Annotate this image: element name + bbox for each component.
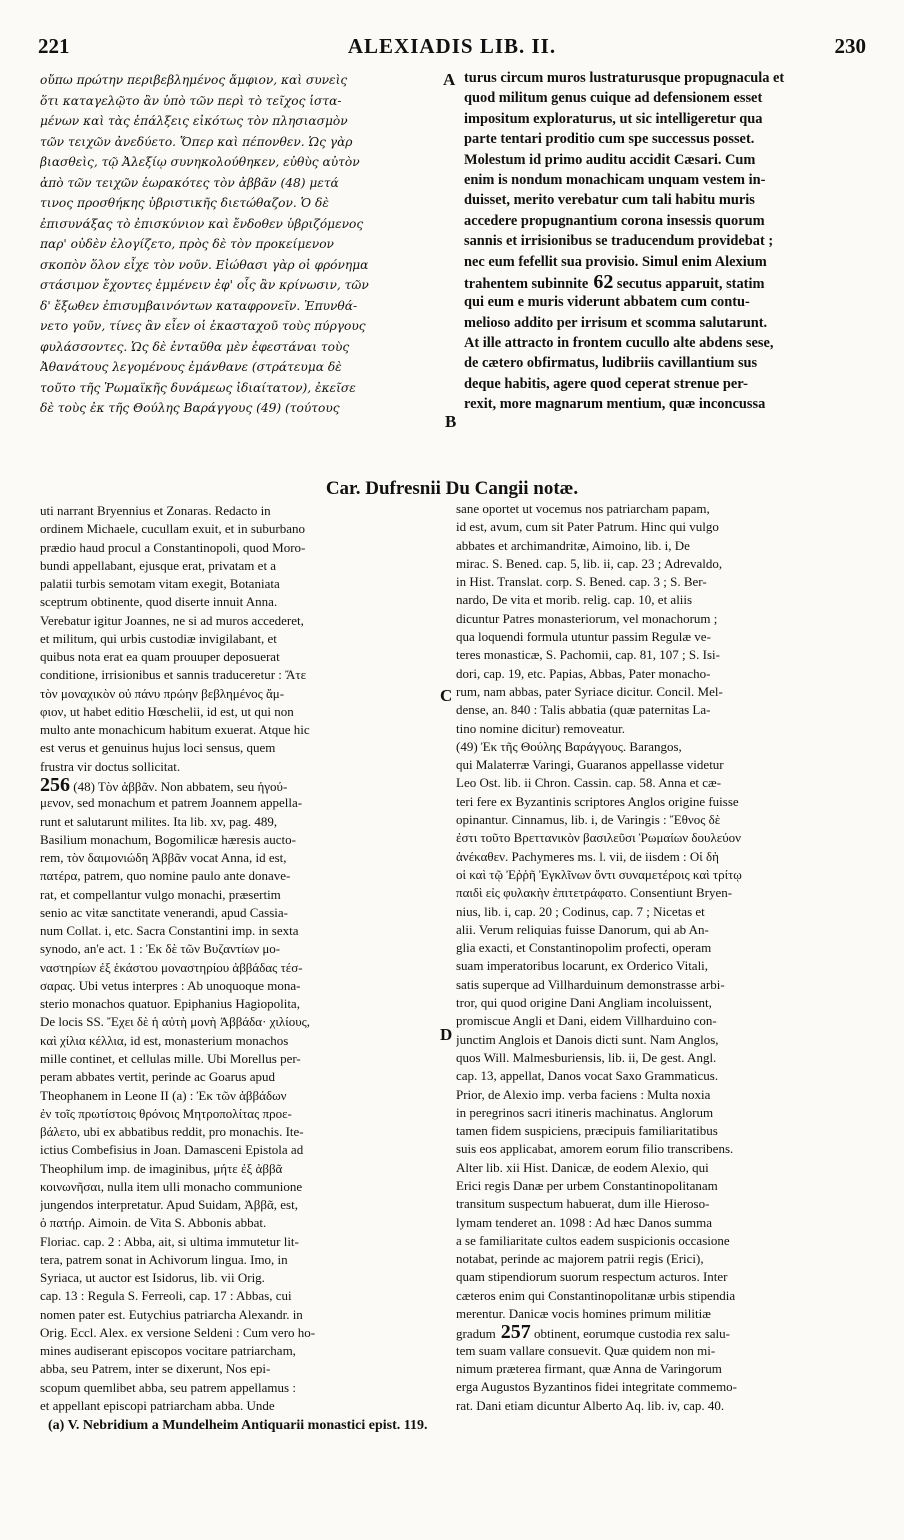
note-line: mille continet, et cellulas mille. Ubi Morellus per- <box>40 1050 301 1066</box>
note-line: cæteros enim qui Constantinopolitanæ urbis stipendia <box>456 1287 736 1303</box>
note-line: dicuntur Patres monasteriorum, vel monachorum ; <box>456 610 718 626</box>
note-line: qua loquendi formula utuntur passim Regulæ ve- <box>456 629 711 645</box>
note-line: abba, seu Patrem, inter se dixerunt, Nos epi- <box>40 1361 271 1377</box>
note-line: frustra vir doctus sollicitat. <box>40 758 181 774</box>
note-line: Alter lib. xii Hist. Danicæ, de eodem Alexio, qui <box>456 1159 709 1175</box>
latin-text-column <box>464 68 866 415</box>
note-line: ictius Combefisius in Joan. Damasceni Epistola ad <box>40 1142 304 1158</box>
note-line: notabat, perinde ac majorem patrii regis (Erici), <box>456 1251 704 1267</box>
greek-line: τοῦτο τῆς Ῥωμαϊκῆς δυνάμεως ἰδιαίτατον), ἐκεῖσε <box>40 380 356 395</box>
note-line: βάλετο, ubi ex abbatibus reddit, pro monachis. Ite- <box>40 1124 304 1140</box>
note-line: Leo Ost. lib. ii Chron. Cassin. cap. 58. Anna et cæ- <box>456 775 722 791</box>
note-line: σαρας. Ubi vetus interpres : Ab unoquoque mona- <box>40 977 301 993</box>
note-line: cap. 13 : Regula S. Ferreoli, cap. 17 : Abbas, cui <box>40 1288 292 1304</box>
greek-text-column <box>40 70 440 419</box>
latin-line: deque habitis, agere quod ceperat strenue per- <box>464 375 748 392</box>
note-line: in peregrinos sacri itineris machinatus. Anglorum <box>456 1104 714 1120</box>
greek-line: τινος προσθήκης ὑβριστικῆς διετώθαζον. Ὁ δὲ <box>40 196 329 210</box>
latin-line: impositum exploraturus, ut sic intelligeretur qua <box>464 110 763 127</box>
note-line: mines audiserant episcopos vocitare patriarcham, <box>40 1343 296 1359</box>
note-line: a se familiaritate cultos eadem suspicionis occasione <box>456 1232 730 1248</box>
note-line: satis superque ad Villharduinum demonstrasse arbi- <box>456 976 725 992</box>
note-line: dori, cap. 19, etc. Papias, Abbas, Pater monacho- <box>456 665 711 681</box>
note-line: sterio monachos quatuor. Epiphanius Hagiopolita, <box>40 996 300 1012</box>
greek-line: ὅτι καταγελῷτο ἂν ὑπὸ τῶν περὶ τὸ τεῖχος ἱστα- <box>40 93 342 108</box>
latin-line: enim is nondum monachicam unquam vestem in- <box>464 171 766 188</box>
note-line: (49) Ἐκ τῆς Θούλης Βαράγγους. Barangos, <box>456 738 682 754</box>
note-line: nius, lib. i, cap. 20 ; Codinus, cap. 7 ; Nicetas et <box>456 903 705 919</box>
note-line: qui Malaterræ Varingi, Guaranos appellasse videtur <box>456 757 724 773</box>
notes-left-column <box>40 502 436 1415</box>
note-line: sceptrum obtinente, quod diserte innuit Anna. <box>40 594 278 610</box>
note-line-continuation: obtinent, eorumque custodia rex salu- <box>530 1326 730 1342</box>
latin-line: turus circum muros lustraturusque propugnacula et <box>464 70 785 86</box>
note-line: οἱ καὶ τῷ Ἐῤῥῆ Ἐγκλῖνων ὄντι συναμετέροις καὶ τρίτῳ <box>456 866 742 882</box>
note-line: est verus et genuinus hujus loci sensus, quem <box>40 740 276 756</box>
note-line: nardo, De vita et morib. relig. cap. 10, et aliis <box>456 592 693 608</box>
note-line: peram abbates vertit, perinde ac Goarus apud <box>40 1069 275 1085</box>
greek-line: σκοπὸν ὅλον εἶχε τὸν νοῦν. Εἰώθασι γὰρ οἱ φρόνημα <box>40 257 369 272</box>
note-line: Basilium monachum, Bogomilicæ hæresis auctο- <box>40 831 297 847</box>
note-line: erga Augustos Byzantinos fidei integritate commemo- <box>456 1379 738 1395</box>
note-line: ordinem Michaele, cucullam exuit, et in suburbano <box>40 521 305 537</box>
footnote: (a) V. Nebridium a Mundelheim Antiquarii monastici epist. 119. <box>48 1418 428 1433</box>
note-line: teri fere ex Byzantinis scriptores Anglos origine fuisse <box>456 793 739 809</box>
latin-line: trahentem subinnite 62 secutus apparuit, statim <box>464 271 765 293</box>
note-line: καὶ χίλια κέλλια, id est, monasterium monachos <box>40 1032 289 1048</box>
latin-line-continuation: secutus apparuit, statim <box>613 275 765 292</box>
note-line: rem, τὸν δαιμονιώδη Ἀββᾶν vocat Anna, id est, <box>40 850 287 866</box>
inline-section-number: 257 <box>495 1323 531 1342</box>
note-line: suis eos applicabat, amorem eorum filio transcribens. <box>456 1141 734 1157</box>
note-line: Orig. Eccl. Alex. ex versione Seldeni : Cum vero ho- <box>40 1324 316 1340</box>
note-line: Erici regis Danæ per urbem Constantinopolitanam <box>456 1177 718 1193</box>
margin-letter-a: A <box>443 70 456 89</box>
notes-right-column <box>456 500 868 1415</box>
latin-line: accedere propugnantium corona insessis quorum <box>464 212 765 229</box>
greek-line: δὲ τοὺς ἐκ τῆς Θούλης Βαράγγους (49) (τούτους <box>40 401 340 415</box>
note-line: Theophanem in Leone II (a) : Ἐκ τῶν ἀββάδων <box>40 1087 287 1103</box>
note-line: παιδὶ εἰς φυλακὴν ἐπιτετράφατο. Consentiunt Bryen- <box>456 885 733 901</box>
latin-line: At ille attracto in frontem cucullo alte abdens sese, <box>464 335 774 352</box>
latin-line: quod militum genus cuique ad defensionem esset <box>464 90 763 107</box>
note-line: prædio haud procul a Constantinopoli, quod Moro- <box>40 539 306 555</box>
note-line: abbates et archimandritæ, Aimoino, lib. i, De <box>456 537 690 553</box>
latin-line: rexit, more magnarum mentium, quæ inconcussa <box>464 396 766 413</box>
note-line: rat. Dani etiam dicuntur Alberto Aq. lib. iv, cap. 40. <box>456 1397 725 1413</box>
note-line: synodo, an'e act. 1 : Ἐκ δὲ τῶν Βυζαντίων μο- <box>40 941 281 957</box>
note-line: et appellant episcopi patriarcham abba. Unde <box>40 1398 275 1414</box>
note-line: τὸν μοναχικὸν οὐ πάνυ πρώην βεβλημένος ἄμ- <box>40 685 285 701</box>
note-line: id est, avum, cum sit Pater Patrum. Hinc qui vulgo <box>456 519 719 535</box>
note-line: quos Will. Malmesburiensis, lib. ii, De gest. Angl. <box>456 1049 717 1065</box>
notes-heading: Car. Dufresnii Du Cangii notæ. <box>325 478 579 499</box>
running-header <box>38 34 866 60</box>
note-line: 256 (48) Τὸν ἀββᾶν. Non abbatem, seu ἡγού- <box>40 775 288 795</box>
note-line: num Collat. i, etc. Sacra Constantini imp. in sexta <box>40 923 299 939</box>
note-line: bundi appellabant, ejusque erat, privatam et a <box>40 557 277 573</box>
note-line: Prior, de Alexio imp. verba faciens : Multa noxia <box>456 1086 711 1102</box>
latin-line: nec eum fefellit sua provisio. Simul enim Alexium <box>464 253 767 270</box>
note-line: ἐν τοῖς πρωτίστοις θρόνοις Μητροπολίτας προε- <box>40 1105 292 1121</box>
margin-letter-d: D <box>440 1025 453 1044</box>
note-line: et militum, qui urbis custodiæ invigilabant, et <box>40 630 277 646</box>
greek-line: οὔπω πρώτην περιβεβλημένος ἄμφιον, καὶ συνεὶς <box>40 73 348 87</box>
greek-line: φυλάσσοντες. Ὡς δὲ ἐνταῦθα μὲν ἐφεστάναι τοὺς <box>40 339 350 354</box>
note-line: quam stipendiorum suorum respectum acturos. Inter <box>456 1269 728 1285</box>
note-line: ἐστι τοῦτο Βρεττανικὸν βασιλεῦσι Ῥωμαίων δουλεύον <box>456 830 742 846</box>
latin-line: melioso addito per irrisum et scomma salutarunt. <box>464 314 768 331</box>
note-line: tror, qui quod origine Dani Angliam incoluissent, <box>456 995 712 1011</box>
note-line: promiscue Angli et Dani, eidem Villharduino con- <box>456 1013 717 1029</box>
note-line: tino nomine dicitur) removeatur. <box>456 720 625 736</box>
note-line: suam imperatoribus locarunt, ex Orderico Vitali, <box>456 958 709 974</box>
note-line: nomen pater est. Eutychius patriarcha Alexandr. in <box>40 1306 303 1322</box>
note-line: πατέρα, patrem, quo nomine paulo ante donave- <box>40 868 291 884</box>
greek-line: βιασθεὶς, τῷ Ἀλεξίῳ συνηκολούθηκεν, εὐθὺς αὐτὸν <box>40 155 360 169</box>
greek-line: στάσιμον ἔχοντες ἐμμένειν ἐφ' οἷς ἂν κρίνωσιν, τῶν <box>40 278 369 292</box>
page-number-left: 221 <box>38 34 70 58</box>
note-line: cap. 13, appellat, Danos vocat Saxo Grammaticus. <box>456 1068 719 1084</box>
note-line: multo ante monachicum habitum exuerat. Atque hic <box>40 722 310 738</box>
note-line: in Hist. Translat. corp. S. Bened. cap. 3 ; S. Ber- <box>456 574 707 590</box>
note-line: junctim Anglois et Danois dicti sunt. Nam Anglos, <box>456 1031 719 1047</box>
note-line: runt et salutarunt milites. Ita lib. xv, pag. 489, <box>40 813 278 829</box>
note-line: rat, et compellantur vulgo monachi, præsertim <box>40 886 281 902</box>
note-line: ὁ πατήρ. Aimoin. de Vita S. Abbonis abbat. <box>40 1215 267 1231</box>
note-line: quibus nota erat ea quam prouuper deposuerat <box>40 649 280 665</box>
greek-line: τῶν τειχῶν ἀνεδύετο. Ὅπερ καὶ πέπονθεν. Ὡς γὰρ <box>40 134 353 149</box>
note-line: φιον, ut habet editio Hœschelii, id est, ut qui non <box>40 703 294 719</box>
latin-line: Molestum id primo auditu accidit Cæsari. Cum <box>464 151 756 168</box>
greek-line: ἀπὸ τῶν τειχῶν ἑωρακότες τὸν ἀββᾶν (48) μετά <box>40 175 339 190</box>
note-line: uti narrant Bryennius et Zonaras. Redacto in <box>40 503 271 518</box>
note-line: Syriaca, ut auctor est Isidorus, lib. vii Orig. <box>40 1270 265 1286</box>
note-line: ἀνέκαθεν. Pachymeres ms. l. vii, de iisdem : Οἱ δὴ <box>456 848 719 864</box>
note-line: dense, an. 840 : Talis abbatia (quæ paternitas La- <box>456 702 711 718</box>
note-line: gradum 257 obtinent, eorumque custodia rex salu- <box>456 1323 730 1342</box>
note-line: κοινωνῆσαι, nulla item ulli monacho communione <box>40 1178 303 1194</box>
note-line: De locis SS. Ἔχει δὲ ἡ αὐτὴ μονὴ Ἀββάδα· χιλίους, <box>40 1014 311 1030</box>
note-line: mirac. S. Bened. cap. 5, lib. ii, cap. 23 ; Adrevaldo, <box>456 555 723 571</box>
note-line: jungendos interpretatur. Apud Suidam, Ἀββᾶ, est, <box>40 1197 298 1213</box>
greek-line: Ἀθανάτους λεγομένους ἐμάνθανε (στράτευμα δὲ <box>40 360 342 374</box>
note-line: palatii turbis semotam vitam exegit, Botaniata <box>40 576 280 592</box>
note-line: Floriac. cap. 2 : Abba, ait, si ultima immutetur lit- <box>40 1233 299 1249</box>
note-line: tem suam vallare consuevit. Quæ quidem non mi- <box>456 1342 716 1358</box>
note-line: rum, nam abbas, pater Syriace dicitur. Concil. Mel- <box>456 683 723 699</box>
note-line: transitum suspectum habuerat, dum ille Hieroso- <box>456 1196 710 1212</box>
note-line: Verebatur igitur Joannes, ne si ad muros accederet, <box>40 612 304 628</box>
latin-line: duisset, merito verebatur cum tali habitu muris <box>464 192 755 209</box>
note-line: ναστηρίων ἐξ ἑκάστου μοναστηρίου ἀββάδας τέσ- <box>40 959 303 975</box>
latin-line: de cætero obfirmatus, ludibriis cavillantium sus <box>464 355 758 372</box>
note-line: senio ac vitæ sanctitate venerandi, apud Cassia- <box>40 904 289 920</box>
note-line: opinantur. Cinnamus, lib. i, de Varingis : Ἔθνος δὲ <box>456 812 721 828</box>
running-title: ALEXIADIS LIB. II. <box>347 34 557 58</box>
note-line: lymam tenderet an. 1098 : Ad hæc Danos summa <box>456 1214 712 1230</box>
greek-line: δ' ἔξωθεν ἐπισυμβαινόντων καταφρονεῖν. Ἐπυνθά- <box>40 298 358 313</box>
inline-section-number: 62 <box>588 271 614 293</box>
latin-line: parte tentari proditio cum spe successus posset. <box>464 131 755 148</box>
greek-line: νετο γοῦν, τίνες ἂν εἶεν οἱ ἑκασταχοῦ τοὺς πύργους <box>40 319 366 333</box>
margin-letter-c: C <box>440 686 453 705</box>
note-line: tamen fidem suspiciens, præcipuis familiaritatibus <box>456 1123 718 1139</box>
note-line: μενον, sed monachum et patrem Joannem appella- <box>40 795 303 811</box>
note-line: nimum præterea firmant, quæ Anna de Varingorum <box>456 1360 722 1376</box>
note-line: scopum quemlibet abba, seu patrem appellamus : <box>40 1379 296 1395</box>
note-line: tera, patrem sonat in Achivorum lingua. Imo, in <box>40 1251 288 1267</box>
note-line: teres monasticæ, S. Pachomii, cap. 81, 107 ; S. Isi- <box>456 647 720 663</box>
greek-line: ἐπισυνάξας τὸ ἐπισκύνιον καὶ ἔνδοθεν ὑβριζόμενος <box>40 216 364 231</box>
greek-line: παρ' οὐδὲν ἐλογίζετο, πρὸς δὲ τὸν προκείμενον <box>40 237 334 251</box>
note-line: glia exacti, et Constantinopolim profecti, operam <box>456 940 712 956</box>
greek-line: μένων καὶ τὰς ἐπάλξεις εἰκότως τὸν πλησιασμὸν <box>40 114 348 128</box>
note-line: merentur. Danicæ vocis homines primum militiæ <box>456 1306 711 1322</box>
note-line: conditione, irrisionibus et sannis traduceretur : Ἄτε <box>40 667 307 683</box>
note-line: sane oportet ut vocemus nos patriarcham papam, <box>456 501 710 516</box>
column-number-right: 230 <box>834 34 866 58</box>
note-line: alii. Verum reliquias fuisse Danorum, qui ab An- <box>456 921 709 937</box>
latin-line: sannis et irrisionibus se traducendum providebat ; <box>464 233 774 250</box>
latin-line: qui eum e muris viderunt abbatem cum contu- <box>464 294 750 311</box>
note-line: Theophilum imp. de imaginibus, μήτε ἐξ ἀββᾶ <box>40 1160 283 1176</box>
inline-section-number: 256 <box>40 775 70 795</box>
margin-letter-b: B <box>445 412 457 431</box>
